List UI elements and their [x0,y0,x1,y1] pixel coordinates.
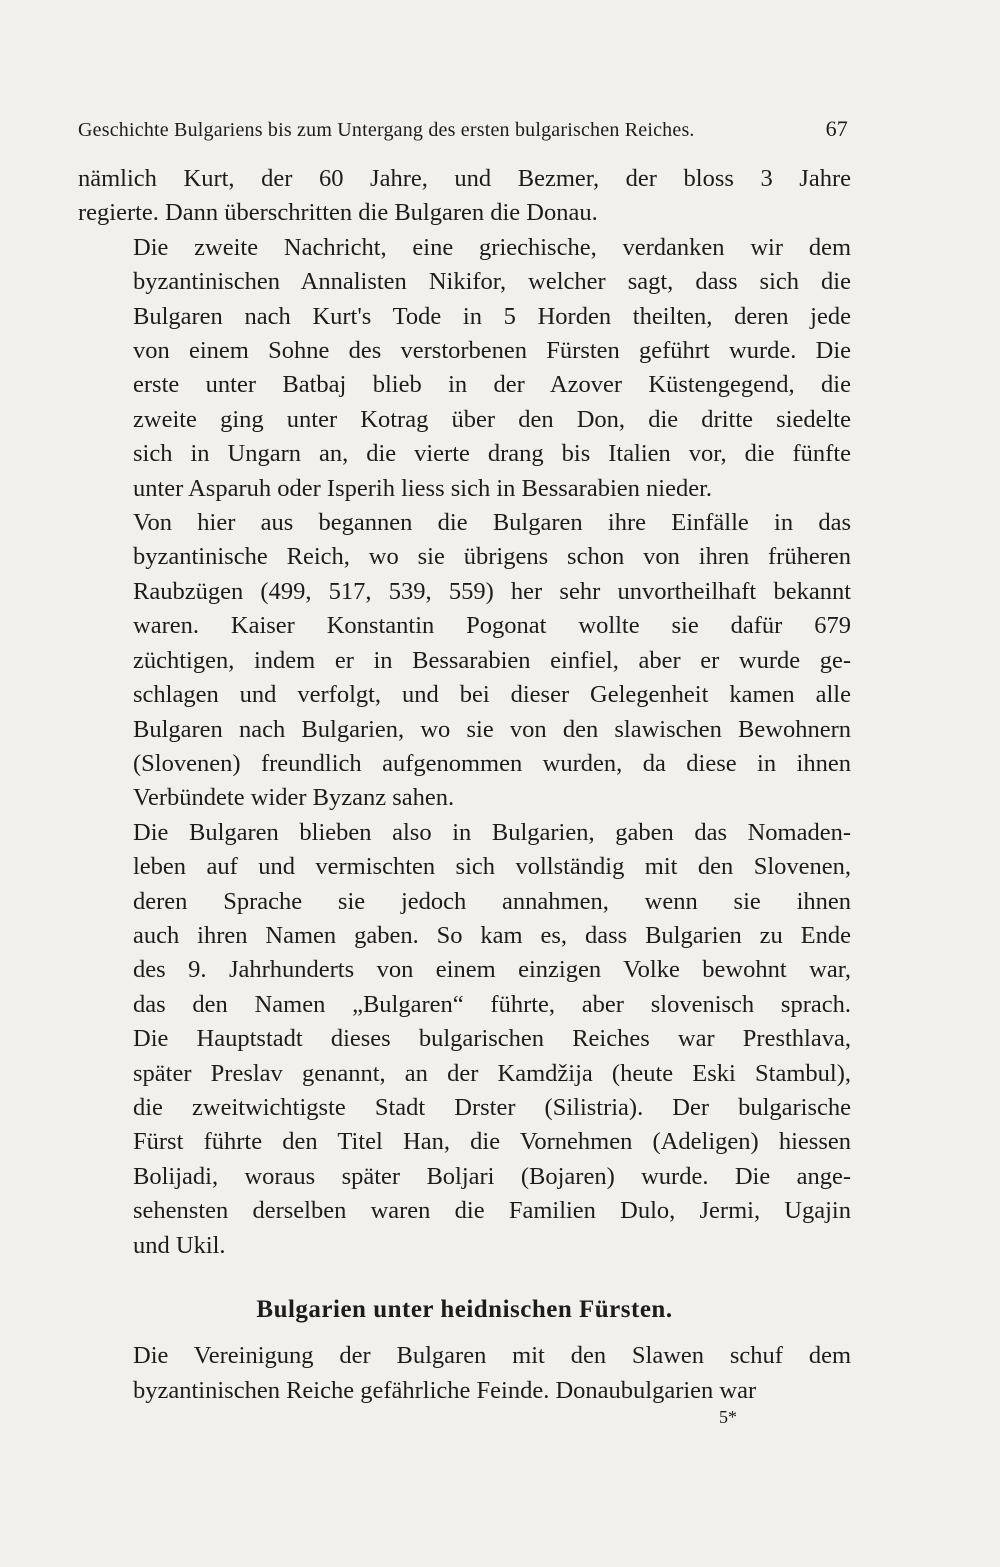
running-head [78,116,848,142]
text-line: byzantinische Reich, wo sie übrigens schon von ihren früheren [133,543,851,571]
text-line: unter Asparuh oder Isperih liess sich in Bessarabien nieder. [133,474,713,502]
text-line: später Preslav genannt, an der Kamdžija (heute Eski Stambul), [133,1059,851,1087]
text-line: nämlich Kurt, der 60 Jahre, und Bezmer, der bloss 3 Jahre [78,165,851,192]
text-line: Die Bulgaren blieben also in Bulgarien, gaben das Nomaden- [133,818,851,846]
paragraph-2 [78,231,851,506]
text-line: byzantinischen Reiche gefährliche Feinde. Donaubulgarien war [133,1376,757,1404]
signature-mark: 5* [719,1407,737,1427]
text-line: Bulgaren nach Bulgarien, wo sie von den slawischen Bewohnern [133,715,851,743]
text-line: auch ihren Namen gaben. So kam es, dass Bulgarien zu Ende [133,921,851,949]
paragraph-3 [78,506,851,816]
text-line: deren Sprache sie jedoch annahmen, wenn sie ihnen [133,887,851,915]
page-number: 67 [825,116,848,141]
text-line: züchtigen, indem er in Bessarabien einfiel, aber er wurde ge- [133,646,851,674]
text-line: Verbündete wider Byzanz sahen. [133,784,455,812]
text-line: schlagen und verfolgt, und bei dieser Gelegenheit kamen alle [133,681,851,709]
paragraph-1 [78,162,851,231]
text-line: Bolijadi, woraus später Boljari (Bojaren) wurde. Die ange- [133,1162,851,1190]
text-line: zweite ging unter Kotrag über den Don, die dritte siedelte [133,405,851,433]
text-line: des 9. Jahrhunderts von einem einzigen Volke bewohnt war, [133,956,851,984]
text-line: sich in Ungarn an, die vierte drang bis Italien vor, die fünfte [133,440,851,468]
text-line: von einem Sohne des verstorbenen Fürsten geführt wurde. Die [133,337,851,365]
paragraph-4 [78,816,851,1263]
text-line: waren. Kaiser Konstantin Pogonat wollte sie dafür 679 [133,612,851,640]
text-line: und Ukil. [133,1231,226,1259]
text-line: regierte. Dann überschritten die Bulgaren die Donau. [78,199,598,227]
text-line: Von hier aus begannen die Bulgaren ihre Einfälle in das [133,509,851,537]
body-text [78,162,851,1408]
text-line: Fürst führte den Titel Han, die Vornehmen (Adeligen) hiessen [133,1128,851,1156]
text-line: Bulgaren nach Kurt's Tode in 5 Horden theilten, deren jede [133,302,851,330]
text-line: (Slovenen) freundlich aufgenommen wurden, da diese in ihnen [133,749,851,777]
text-line: Die Vereinigung der Bulgaren mit den Slawen schuf dem [133,1342,851,1370]
text-line: Die zweite Nachricht, eine griechische, verdanken wir dem [133,233,851,261]
text-line: leben auf und vermischten sich vollständig mit den Slovenen, [133,853,851,881]
text-line: die zweitwichtigste Stadt Drster (Silistria). Der bulgarische [133,1093,851,1121]
text-line: sehensten derselben waren die Familien Dulo, Jermi, Ugajin [133,1197,851,1225]
text-line: byzantinischen Annalisten Nikifor, welcher sagt, dass sich die [133,268,851,296]
running-head-title: Geschichte Bulgariens bis zum Untergang des ersten bulgarischen Reiches. [78,119,695,141]
text-line: erste unter Batbaj blieb in der Azover Küstengegend, die [133,371,851,399]
section-heading: Bulgarien unter heidnischen Fürsten. [256,1296,673,1323]
text-line: das den Namen „Bulgaren“ führte, aber slovenisch sprach. [133,990,851,1018]
text-line: Raubzügen (499, 517, 539, 559) her sehr unvortheilhaft bekannt [133,577,851,605]
paragraph-5 [78,1339,851,1408]
text-line: Die Hauptstadt dieses bulgarischen Reiches war Presthlava, [133,1025,851,1053]
